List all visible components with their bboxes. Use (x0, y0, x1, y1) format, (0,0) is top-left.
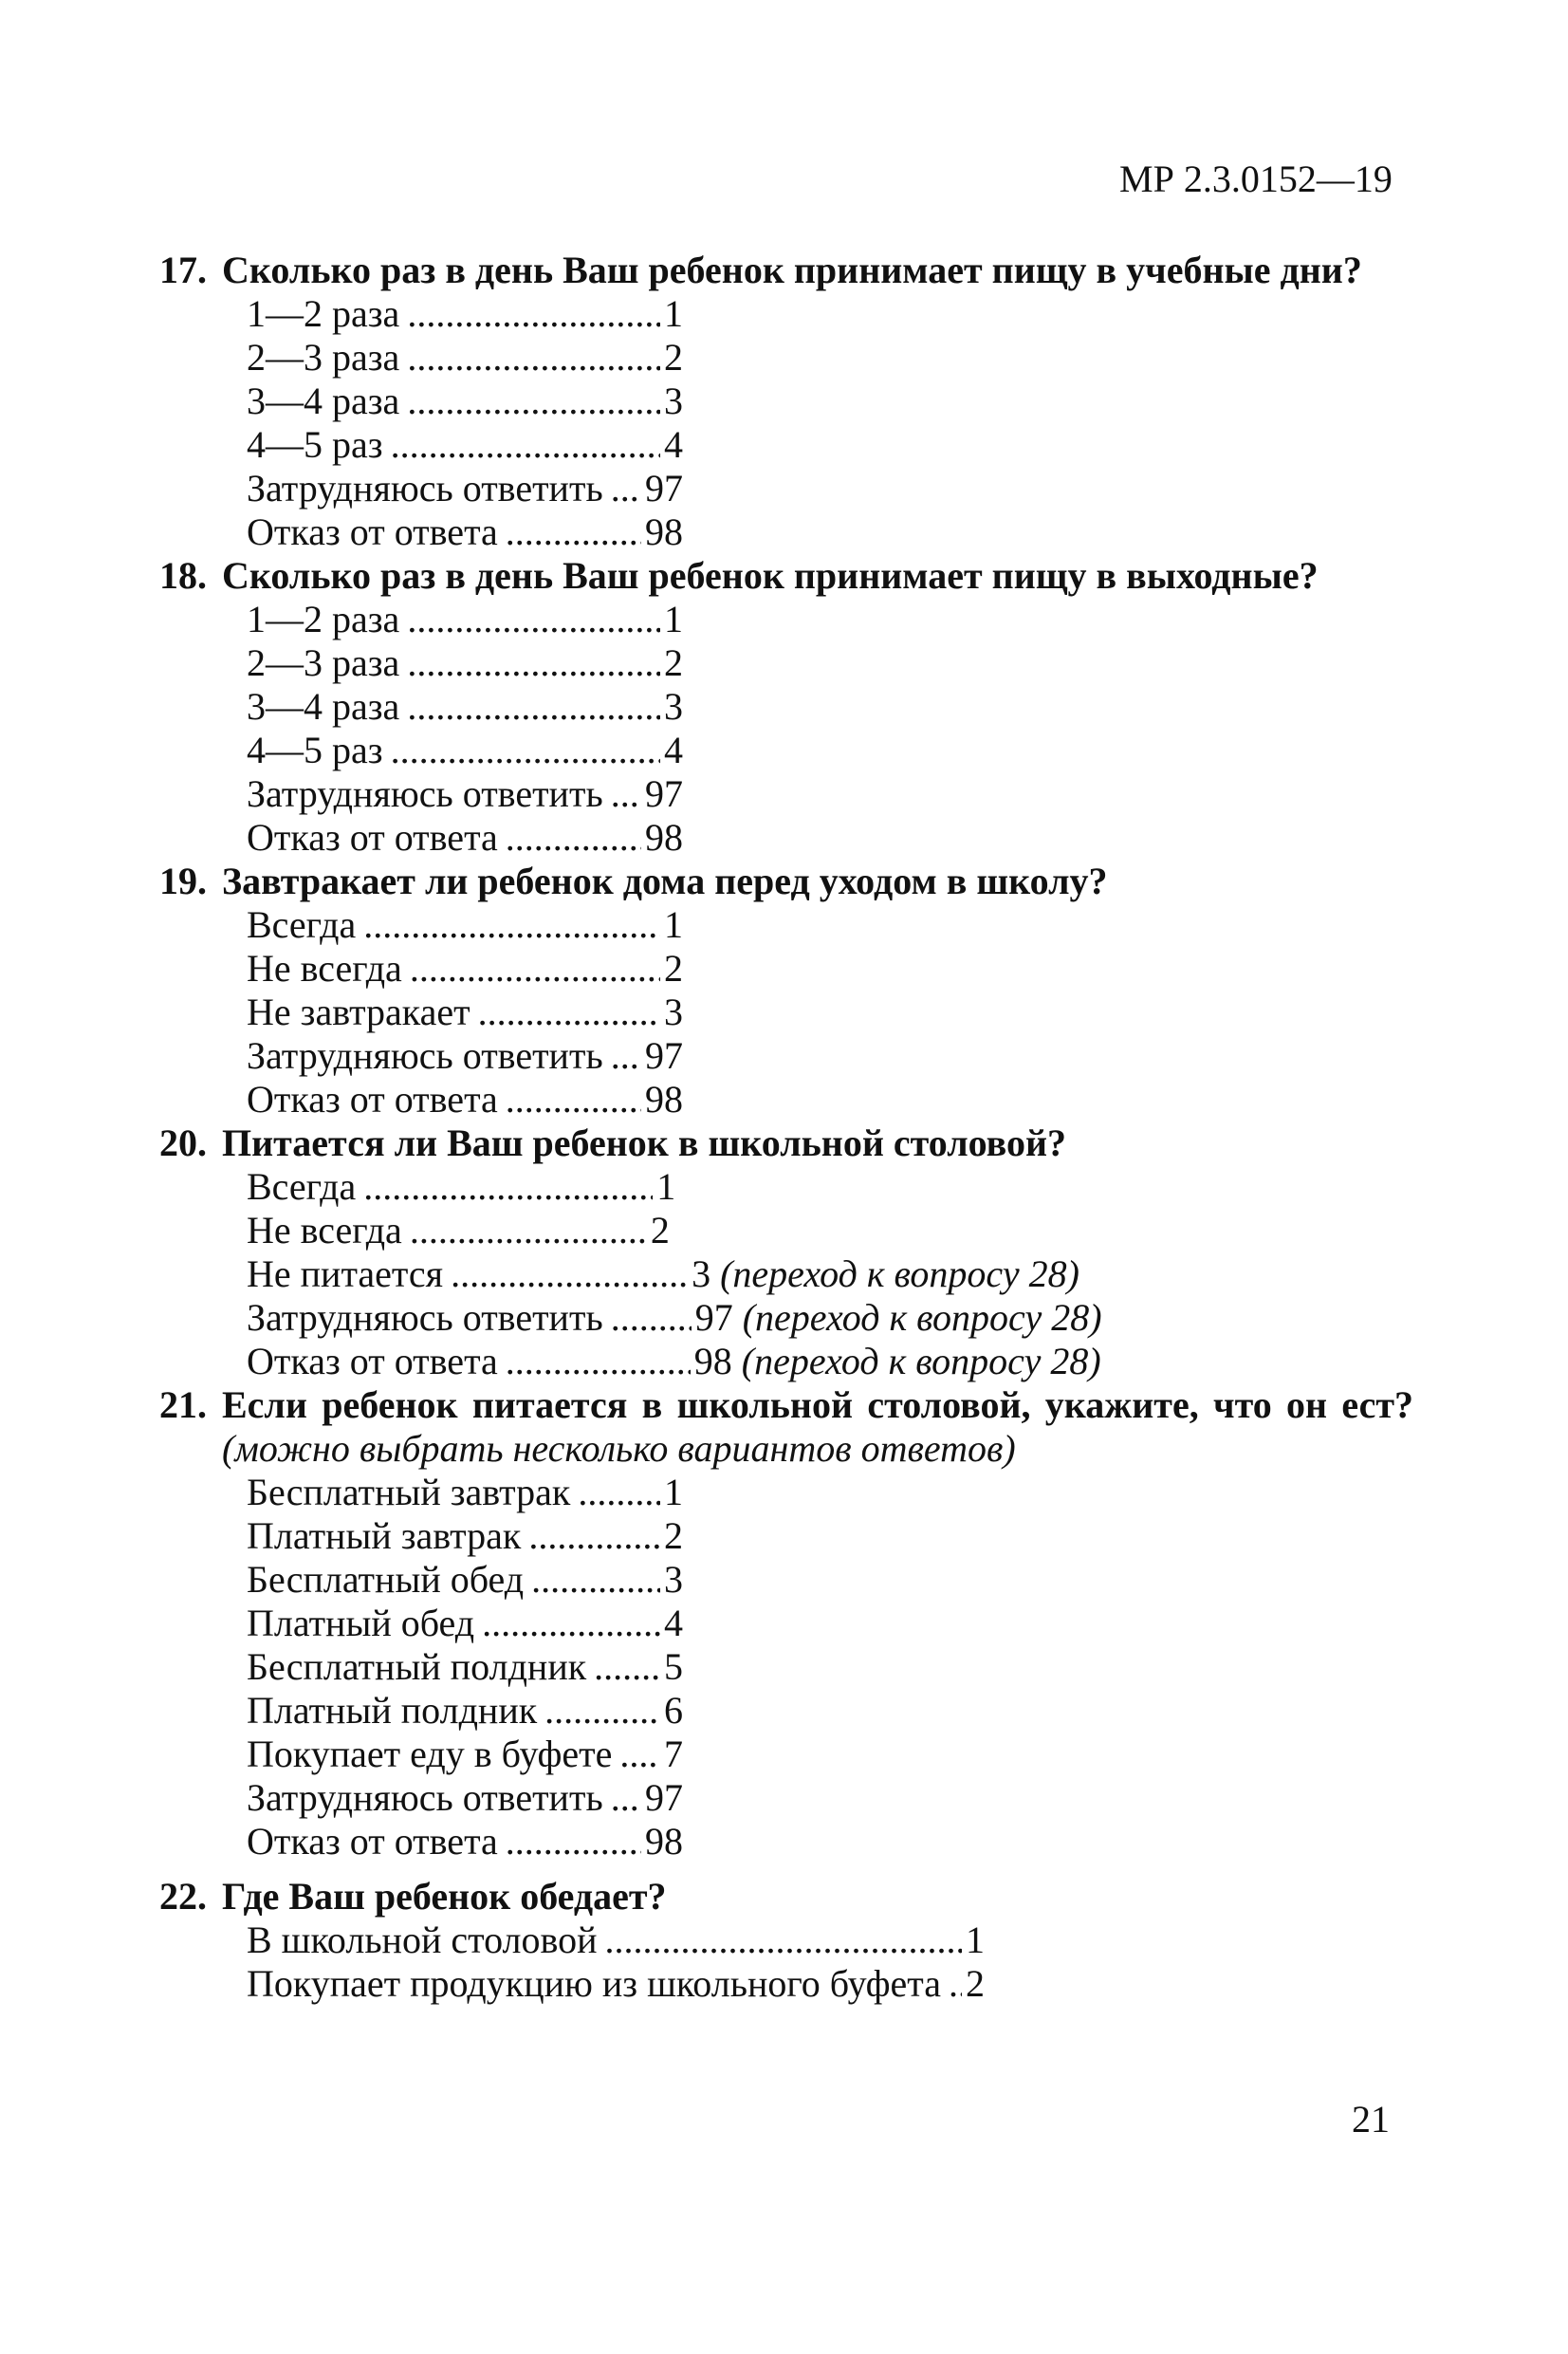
question-number: 22. (159, 1875, 207, 1918)
answer-option: Не завтракает ..... 3 (247, 991, 683, 1034)
answer-option: 2—3 раза ..... 2 (247, 336, 683, 380)
answer-option: Отказ от ответа ..... 98 (переход к вопросу 28) (247, 1340, 1413, 1383)
answer-option: Затрудняюсь ответить ..... 97 (переход к вопросу 28) (247, 1296, 1413, 1340)
skip-note: (переход к вопросу 28) (742, 1296, 1102, 1339)
question-number: 20. (159, 1121, 207, 1164)
answer-option: Покупает еду в буфете ..... 7 (247, 1733, 683, 1776)
question-number: 17. (159, 249, 207, 291)
answer-option: 1—2 раза ..... 1 (247, 598, 683, 641)
answer-option: Затрудняюсь ответить ..... 97 (247, 772, 683, 816)
question-text: Завтракает ли ребенок дома перед уходом в школу? (222, 860, 1108, 902)
question-text: Сколько раз в день Ваш ребенок принимает пищу в выходные? (222, 554, 1319, 597)
answer-option: Затрудняюсь ответить ..... 97 (247, 1776, 683, 1820)
answer-option: Бесплатный обед ..... 3 (247, 1558, 683, 1602)
question-text: Сколько раз в день Ваш ребенок принимает пищу в учебные дни? (222, 249, 1362, 291)
answer-option: Не всегда ..... 2 (247, 947, 683, 991)
skip-note: (переход к вопросу 28) (741, 1340, 1101, 1382)
answer-option: В школьной столовой ..... 1 (247, 1918, 985, 1962)
question-note: (можно выбрать несколько вариантов ответов) (222, 1427, 1016, 1470)
answer-option: Бесплатный полдник ..... 5 (247, 1645, 683, 1689)
skip-note: (переход к вопросу 28) (720, 1252, 1079, 1295)
answer-option: Бесплатный завтрак ..... 1 (247, 1471, 683, 1514)
answer-option: 4—5 раз ..... 4 (247, 729, 683, 772)
document-code: МР 2.3.0152—19 (1119, 158, 1393, 200)
answer-option: Всегда ..... 1 (247, 903, 683, 947)
answer-option: Покупает продукцию из школьного буфета ..... 2 (247, 1962, 985, 2006)
answer-option: Затрудняюсь ответить ..... 97 (247, 1034, 683, 1078)
question-number: 19. (159, 860, 207, 902)
answer-option: 2—3 раза ..... 2 (247, 641, 683, 685)
question-text: Где Ваш ребенок обедает? (222, 1875, 667, 1918)
answer-option: Отказ от ответа ..... 98 (247, 816, 683, 860)
answer-option: Затрудняюсь ответить ..... 97 (247, 467, 683, 510)
question-21 (159, 1383, 1413, 1471)
answer-option: 3—4 раза ..... 3 (247, 685, 683, 729)
answer-option: Отказ от ответа ..... 98 (247, 1078, 683, 1121)
answer-option: 1—2 раза ..... 1 (247, 292, 683, 336)
answer-option: Платный полдник ..... 6 (247, 1689, 683, 1733)
answer-option: Всегда ..... 1 (247, 1165, 1413, 1209)
answer-option: Отказ от ответа ..... 98 (247, 510, 683, 554)
question-text: Если ребенок питается в школьной столовой, укажите, что он ест? (222, 1383, 1413, 1426)
answer-option: 3—4 раза ..... 3 (247, 380, 683, 423)
question-20 (159, 1121, 1413, 1165)
answer-option: Платный обед ..... 4 (247, 1602, 683, 1645)
question-number: 18. (159, 554, 207, 597)
question-22 (159, 1875, 1413, 1918)
question-17 (159, 249, 1413, 292)
page-number: 21 (1352, 2098, 1390, 2141)
answer-option: Отказ от ответа ..... 98 (247, 1820, 683, 1863)
answer-option: Платный завтрак ..... 2 (247, 1514, 683, 1558)
question-19 (159, 860, 1413, 903)
questionnaire (159, 249, 1413, 2006)
question-text: Питается ли Ваш ребенок в школьной столовой? (222, 1121, 1067, 1164)
question-number: 21. (159, 1383, 207, 1426)
answer-option: Не питается ..... 3 (переход к вопросу 28) (247, 1252, 1413, 1296)
answer-option: 4—5 раз ..... 4 (247, 423, 683, 467)
answer-option: Не всегда ..... 2 (247, 1209, 1413, 1252)
question-18 (159, 554, 1413, 598)
